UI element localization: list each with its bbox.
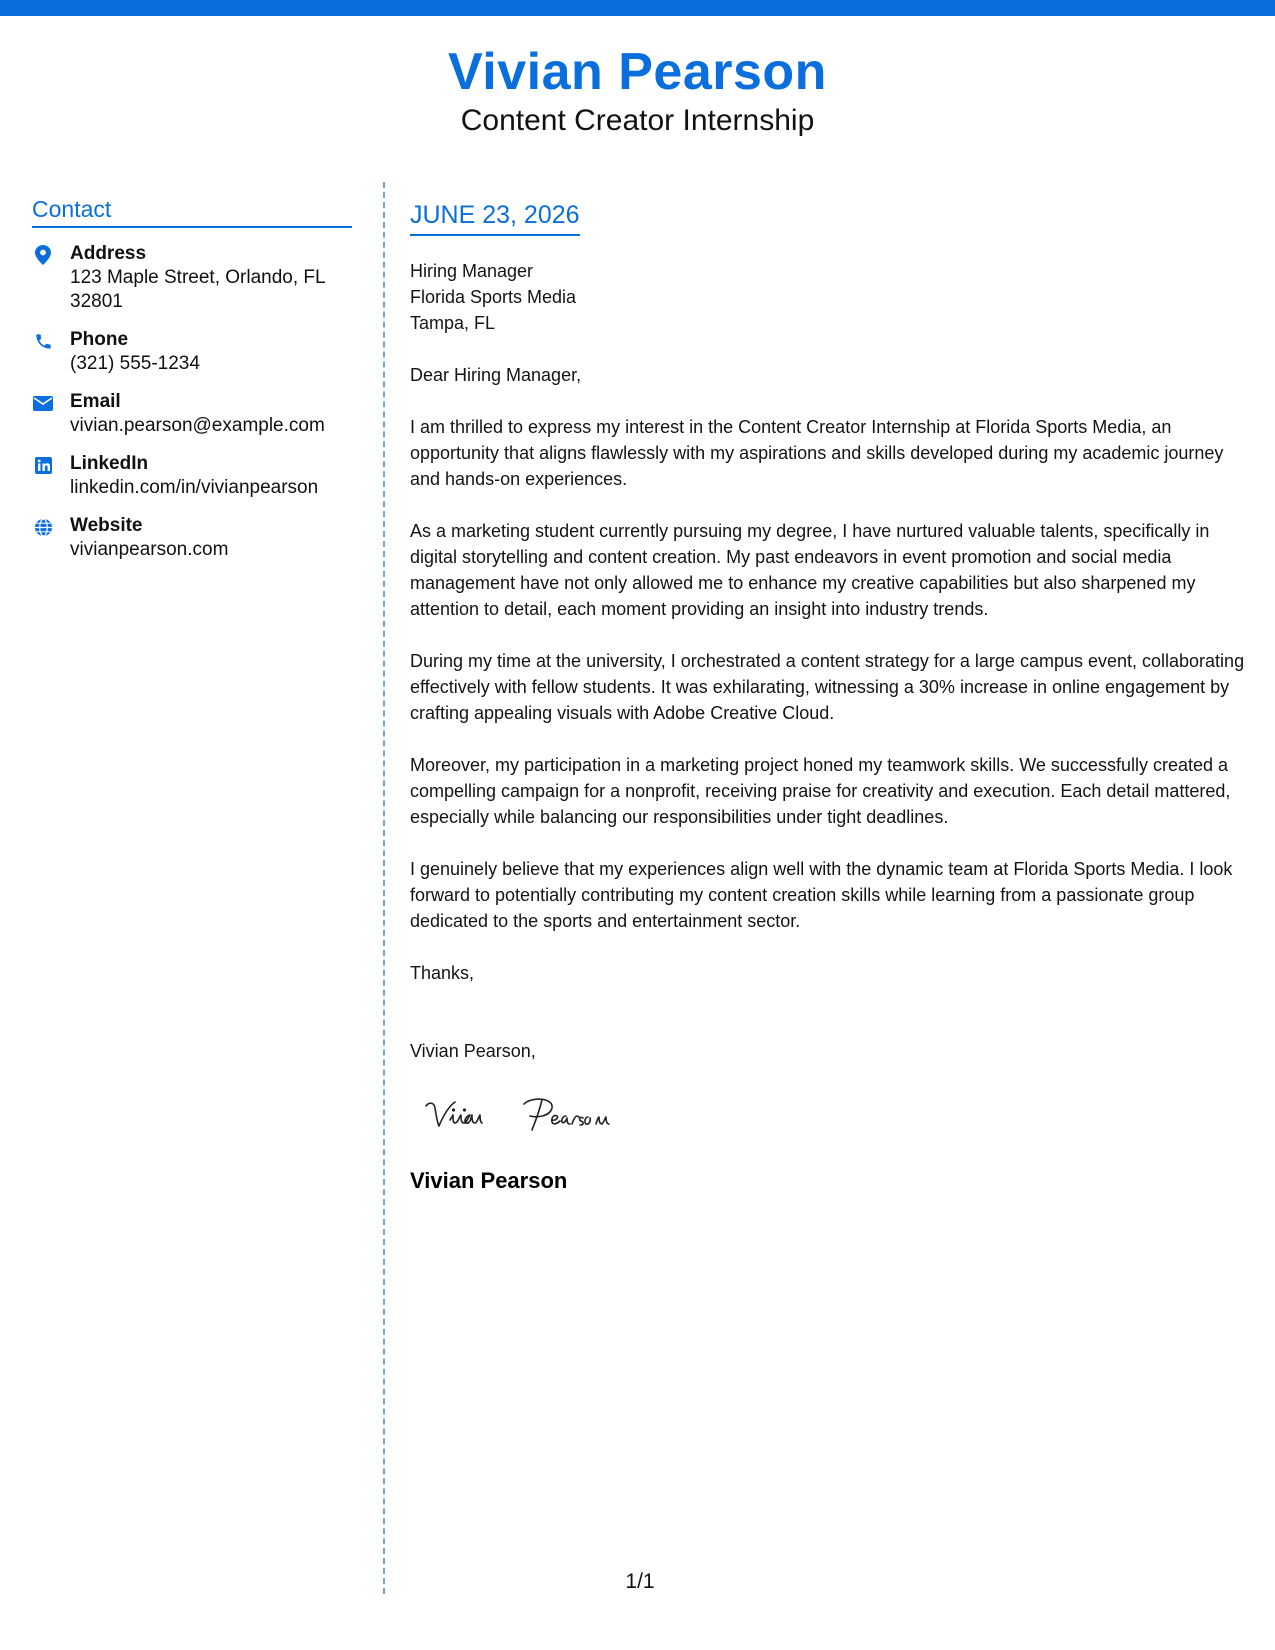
globe-icon bbox=[32, 516, 54, 538]
header bbox=[0, 42, 1275, 140]
page-number: 1/1 bbox=[625, 1570, 655, 1593]
address-label: Address bbox=[70, 243, 147, 264]
recipient-line: Tampa, FL bbox=[410, 313, 496, 333]
phone-icon bbox=[32, 330, 54, 352]
contact-sidebar bbox=[32, 194, 352, 562]
location-pin-icon bbox=[32, 244, 54, 266]
signed-name: Vivian Pearson bbox=[410, 1168, 568, 1193]
phone-label: Phone bbox=[70, 329, 129, 350]
closing: Thanks, bbox=[410, 963, 475, 983]
linkedin-icon bbox=[32, 454, 54, 476]
website-label: Website bbox=[70, 515, 143, 536]
letter-paragraph: Moreover, my participation in a marketing project honed my teamwork skills. We successfully created a compelling campaign for a nonprofit, receiving praise for creativity and execution. Each detail mattered, especially while balancing our responsibilities under tight deadlines. bbox=[410, 755, 1231, 827]
letter-paragraph: During my time at the university, I orchestrated a content strategy for a large campus event, collaborating effectively with fellow students. It was exhilarating, witnessing a 30% increase in online engagement by crafting appealing visuals with Adobe Creative Cloud. bbox=[410, 651, 1245, 723]
contact-linkedin bbox=[32, 452, 352, 500]
letter-paragraph: As a marketing student currently pursuing my degree, I have nurtured valuable talents, specifically in digital storytelling and content creation. My past endeavors in event promotion and social media management have not only allowed me to enhance my creative capabilities but also sharpened my attention to detail, each moment providing an insight into industry trends. bbox=[410, 521, 1210, 619]
envelope-icon bbox=[32, 392, 54, 414]
salutation: Dear Hiring Manager, bbox=[410, 365, 582, 385]
contact-heading: Contact bbox=[32, 194, 352, 228]
letter-paragraph: I genuinely believe that my experiences align well with the dynamic team at Florida Sports Media. I look forward to potentially contributing my content creation skills while learning from a passionate group dedicated to the sports and entertainment sector. bbox=[410, 859, 1233, 931]
letter-paragraph: I am thrilled to express my interest in the Content Creator Internship at Florida Sports Media, an opportunity that aligns flawlessly with my aspirations and skills developed during my academic journey and hands-on experiences. bbox=[410, 417, 1224, 489]
linkedin-value[interactable]: linkedin.com/in/vivianpearson bbox=[70, 477, 319, 498]
applicant-name: Vivian Pearson bbox=[448, 43, 827, 101]
email-value[interactable]: vivian.pearson@example.com bbox=[70, 415, 325, 436]
address-value: 123 Maple Street, Orlando, FL 32801 bbox=[70, 267, 325, 312]
contact-email bbox=[32, 390, 352, 438]
contact-website bbox=[32, 514, 352, 562]
letter-date: JUNE 23, 2026 bbox=[410, 198, 580, 236]
handwritten-signature bbox=[420, 1090, 1250, 1147]
recipient-line: Florida Sports Media bbox=[410, 287, 577, 307]
contact-phone bbox=[32, 328, 352, 376]
contact-address bbox=[32, 242, 352, 314]
sender-line: Vivian Pearson, bbox=[410, 1041, 536, 1061]
position-title: Content Creator Internship bbox=[460, 104, 815, 137]
linkedin-label: LinkedIn bbox=[70, 453, 149, 474]
recipient-line: Hiring Manager bbox=[410, 261, 534, 281]
email-label: Email bbox=[70, 391, 121, 412]
column-divider bbox=[383, 182, 385, 1594]
website-value[interactable]: vivianpearson.com bbox=[70, 539, 229, 560]
recipient-block bbox=[410, 258, 1250, 336]
phone-value[interactable]: (321) 555-1234 bbox=[70, 353, 200, 374]
letter-body bbox=[410, 198, 1250, 1195]
top-accent-bar bbox=[0, 0, 1275, 16]
